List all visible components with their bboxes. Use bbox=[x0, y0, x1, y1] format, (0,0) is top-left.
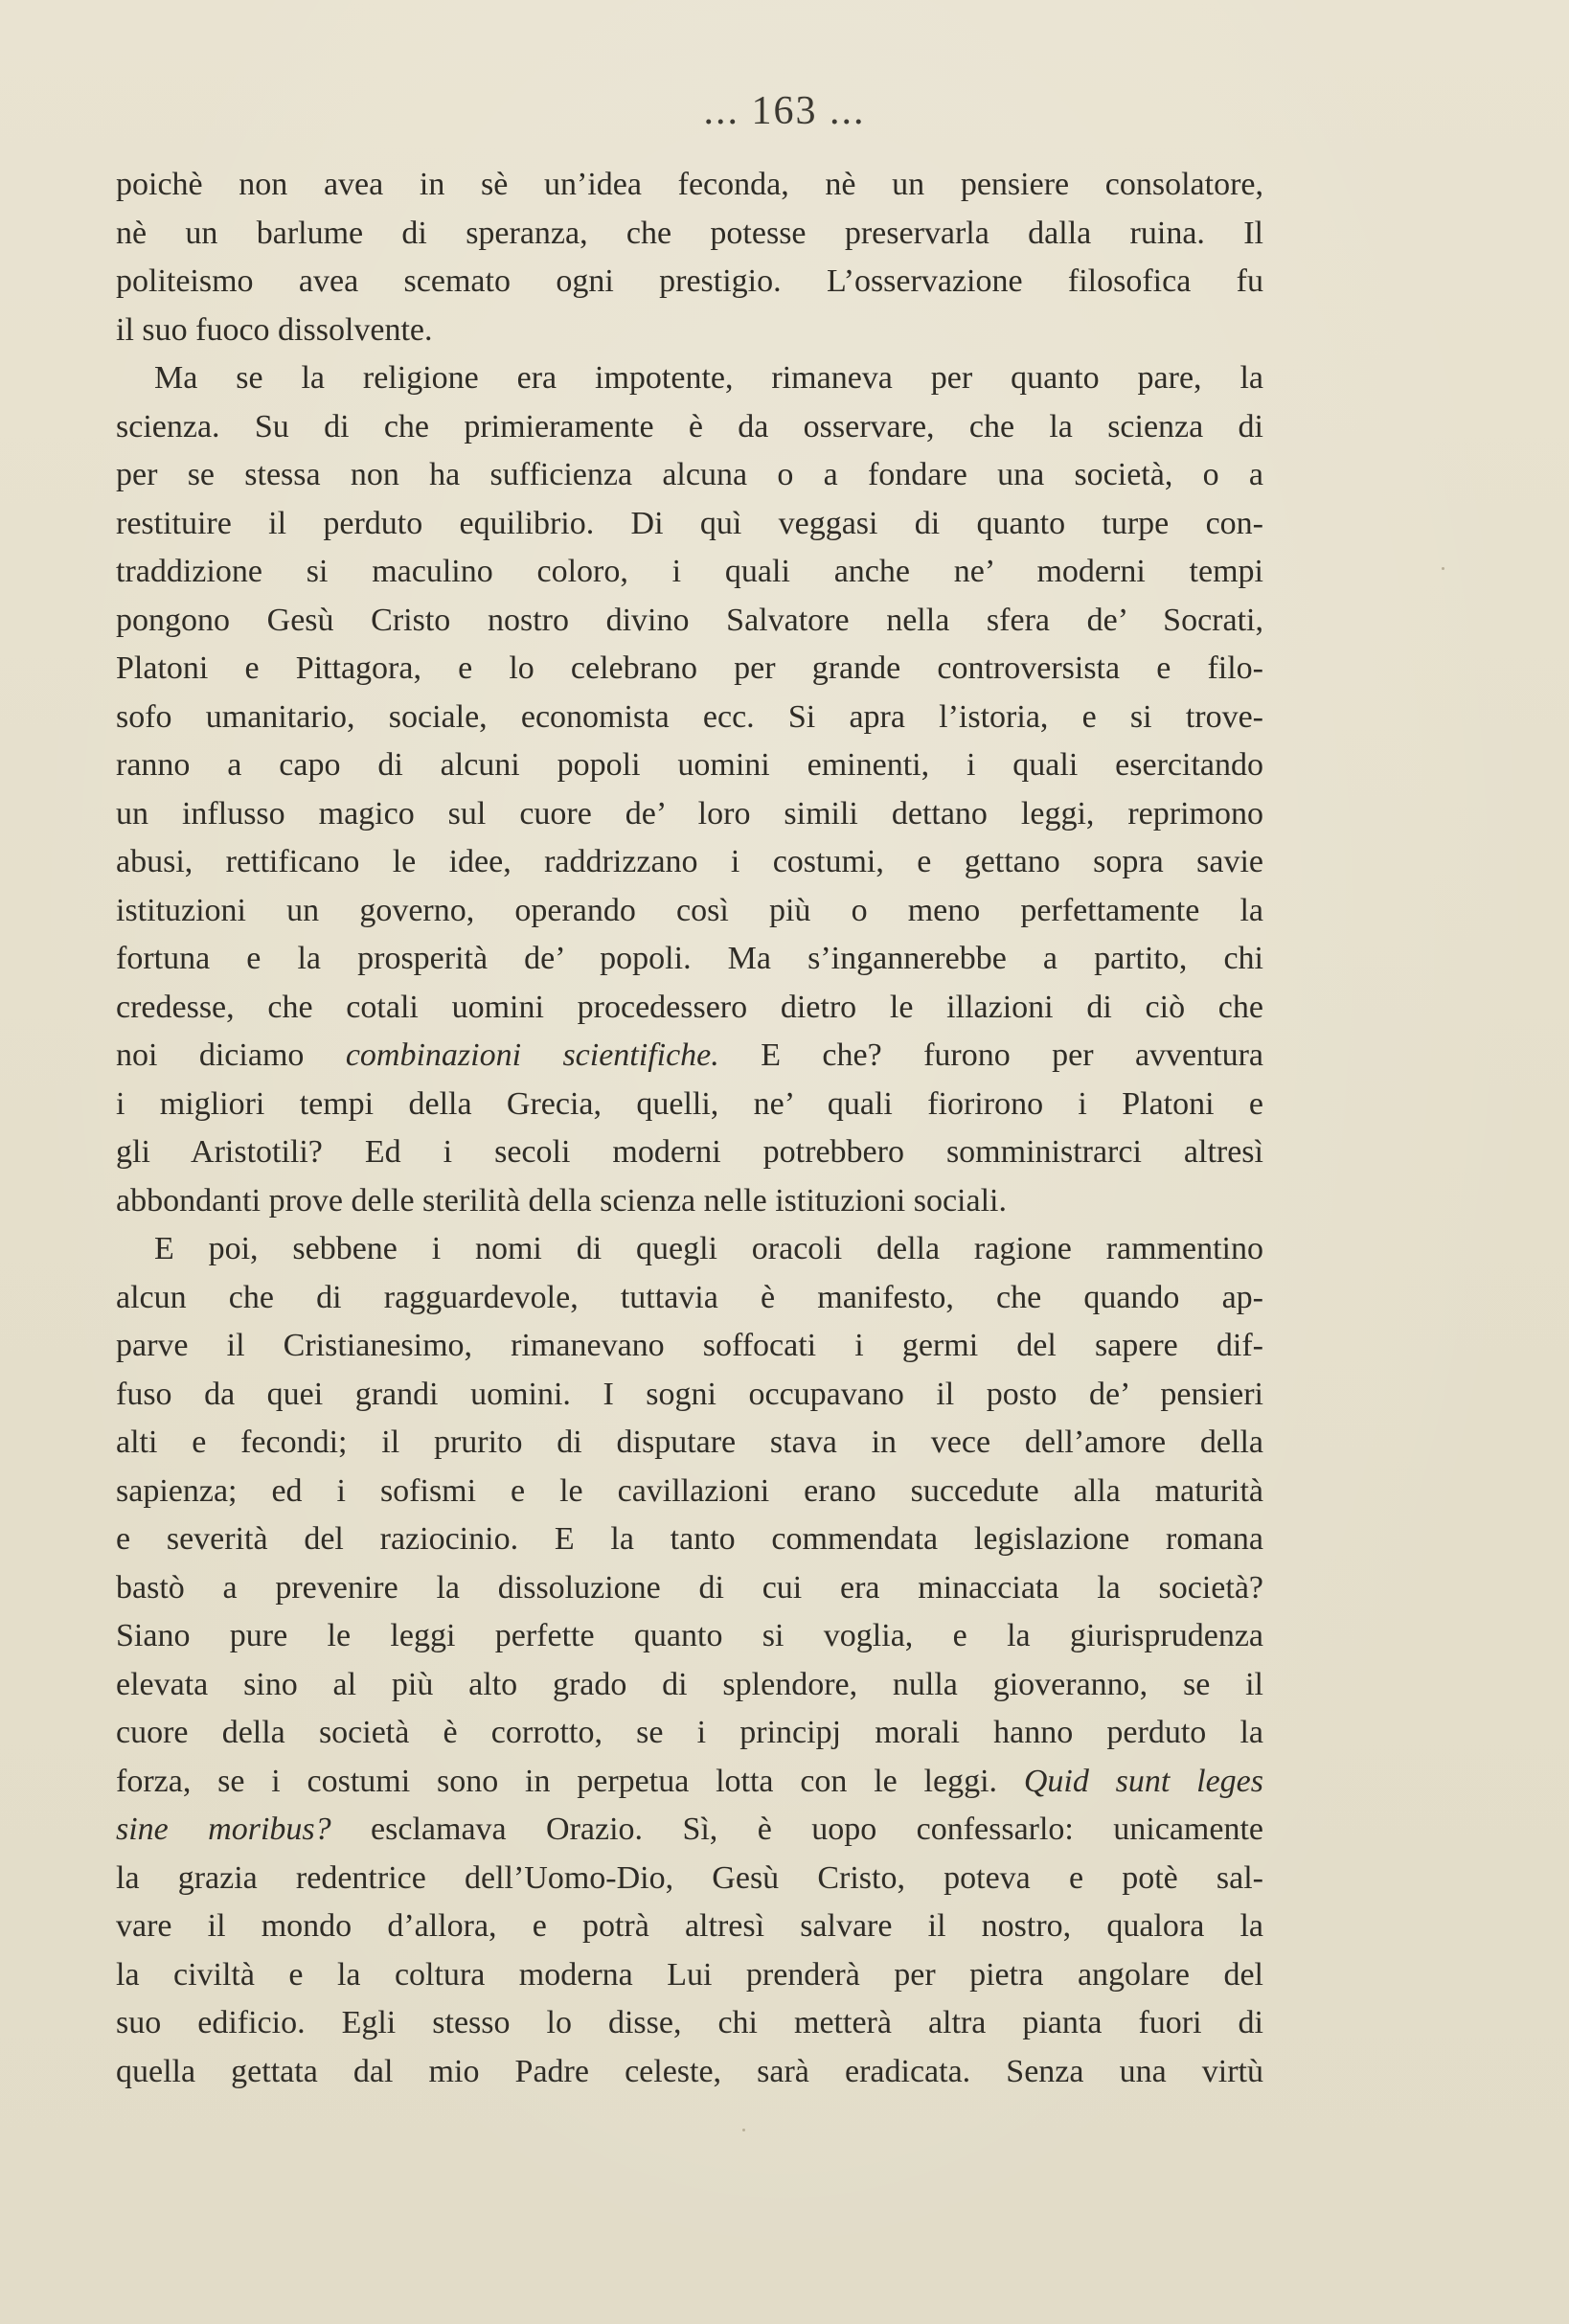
text-line: suo edificio. Egli stesso lo disse, chi metterà altra pianta fuori di bbox=[116, 2005, 1263, 2040]
text-segment: E che? furono per avventura bbox=[718, 1037, 1264, 1073]
text-segment: noi diciamo bbox=[116, 1037, 346, 1073]
text-line bbox=[116, 1758, 1263, 1807]
text-line: credesse, che cotali uomini procedessero dietro le illazioni di ciò che bbox=[116, 989, 1263, 1025]
italic-phrase: combinazioni scientifiche. bbox=[345, 1037, 719, 1073]
text-line: E poi, sebbene i nomi di quegli oracoli della ragione rammentino bbox=[154, 1231, 1263, 1266]
text-line bbox=[116, 1806, 1263, 1855]
text-line: vare il mondo d’allora, e potrà altresì salvare il nostro, qualora la bbox=[116, 1908, 1263, 1944]
text-line: scienza. Su di che primieramente è da osservare, che la scienza di bbox=[116, 408, 1263, 444]
text-line: Ma se la religione era impotente, rimaneva per quanto pare, la bbox=[154, 360, 1263, 396]
text-line: istituzioni un governo, operando così più o meno perfettamente la bbox=[116, 892, 1263, 928]
text-line: i migliori tempi della Grecia, quelli, ne’ quali fiorirono i Platoni e bbox=[116, 1085, 1263, 1122]
text-line bbox=[116, 1032, 1263, 1081]
running-head: ... 163 ... bbox=[703, 89, 866, 133]
italic-phrase: Quid sunt leges bbox=[1023, 1763, 1264, 1799]
text-line: abusi, rettificano le idee, raddrizzano i costumi, e gettano sopra savie bbox=[116, 844, 1263, 879]
text-line: elevata sino al più alto grado di splendore, nulla gioveranno, se il bbox=[116, 1666, 1263, 1702]
text-line: sapienza; ed i sofismi e le cavillazioni erano succedute alla maturità bbox=[116, 1472, 1263, 1509]
text-line: alti e fecondi; il prurito di disputare stava in vece dell’amore della bbox=[116, 1424, 1263, 1460]
text-line: parve il Cristianesimo, rimanevano soffocati i germi del sapere dif- bbox=[116, 1328, 1263, 1363]
text-line: nè un barlume di speranza, che potesse preservarla dalla ruina. Il bbox=[116, 215, 1263, 251]
text-line: un influsso magico sul cuore de’ loro simili dettano leggi, reprimono bbox=[116, 795, 1263, 832]
body-text bbox=[116, 161, 1263, 2096]
text-line: la grazia redentrice dell’Uomo-Dio, Gesù Cristo, poteva e potè sal- bbox=[116, 1859, 1263, 1896]
paper-speck bbox=[742, 2129, 745, 2131]
text-segment: forza, se i costumi sono in perpetua lotta con le leggi. bbox=[116, 1763, 1024, 1799]
text-line: abbondanti prove delle sterilità della scienza nelle istituzioni sociali. bbox=[116, 1182, 1007, 1219]
text-line: e severità del raziocinio. E la tanto commendata legislazione romana bbox=[116, 1521, 1263, 1557]
text-line: quella gettata dal mio Padre celeste, sarà eradicata. Senza una virtù bbox=[116, 2053, 1263, 2089]
paper-speck bbox=[1442, 567, 1444, 570]
text-line: politeismo avea scemato ogni prestigio. L’osservazione filosofica fu bbox=[116, 263, 1263, 299]
text-line: il suo fuoco dissolvente. bbox=[116, 311, 433, 348]
text-line: sofo umanitario, sociale, economista ecc. Si apra l’istoria, e si trove- bbox=[116, 698, 1263, 735]
text-line: alcun che di ragguardevole, tuttavia è manifesto, che quando ap- bbox=[116, 1279, 1263, 1315]
text-line: Platoni e Pittagora, e lo celebrano per grande controversista e filo- bbox=[116, 650, 1263, 686]
text-line: gli Aristotili? Ed i secoli moderni potrebbero somministrarci altresì bbox=[116, 1134, 1263, 1170]
text-line: ranno a capo di alcuni popoli uomini eminenti, i quali esercitando bbox=[116, 747, 1263, 783]
text-line: la civiltà e la coltura moderna Lui prenderà per pietra angolare del bbox=[116, 1956, 1263, 1993]
text-line: fuso da quei grandi uomini. I sogni occupavano il posto de’ pensieri bbox=[116, 1376, 1263, 1412]
text-line: cuore della società è corrotto, se i principj morali hanno perduto la bbox=[116, 1715, 1263, 1750]
text-line: poichè non avea in sè un’idea feconda, nè un pensiere consolatore, bbox=[116, 167, 1263, 202]
italic-phrase: sine moribus? bbox=[116, 1811, 331, 1847]
text-line: traddizione si maculino coloro, i quali anche ne’ moderni tempi bbox=[116, 554, 1263, 589]
text-line: bastò a prevenire la dissoluzione di cui era minacciata la società? bbox=[116, 1569, 1263, 1606]
text-line: pongono Gesù Cristo nostro divino Salvatore nella sfera de’ Socrati, bbox=[116, 602, 1263, 638]
text-line: per se stessa non ha sufficienza alcuna o a fondare una società, o a bbox=[116, 457, 1263, 492]
text-segment: esclamava Orazio. Sì, è uopo confessarlo: unicamente bbox=[330, 1811, 1263, 1847]
text-line: Siano pure le leggi perfette quanto si voglia, e la giurisprudenza bbox=[116, 1618, 1263, 1653]
text-line: restituire il perduto equilibrio. Di quì veggasi di quanto turpe con- bbox=[116, 505, 1263, 541]
text-line: fortuna e la prosperità de’ popoli. Ma s’ingannerebbe a partito, chi bbox=[116, 941, 1263, 976]
